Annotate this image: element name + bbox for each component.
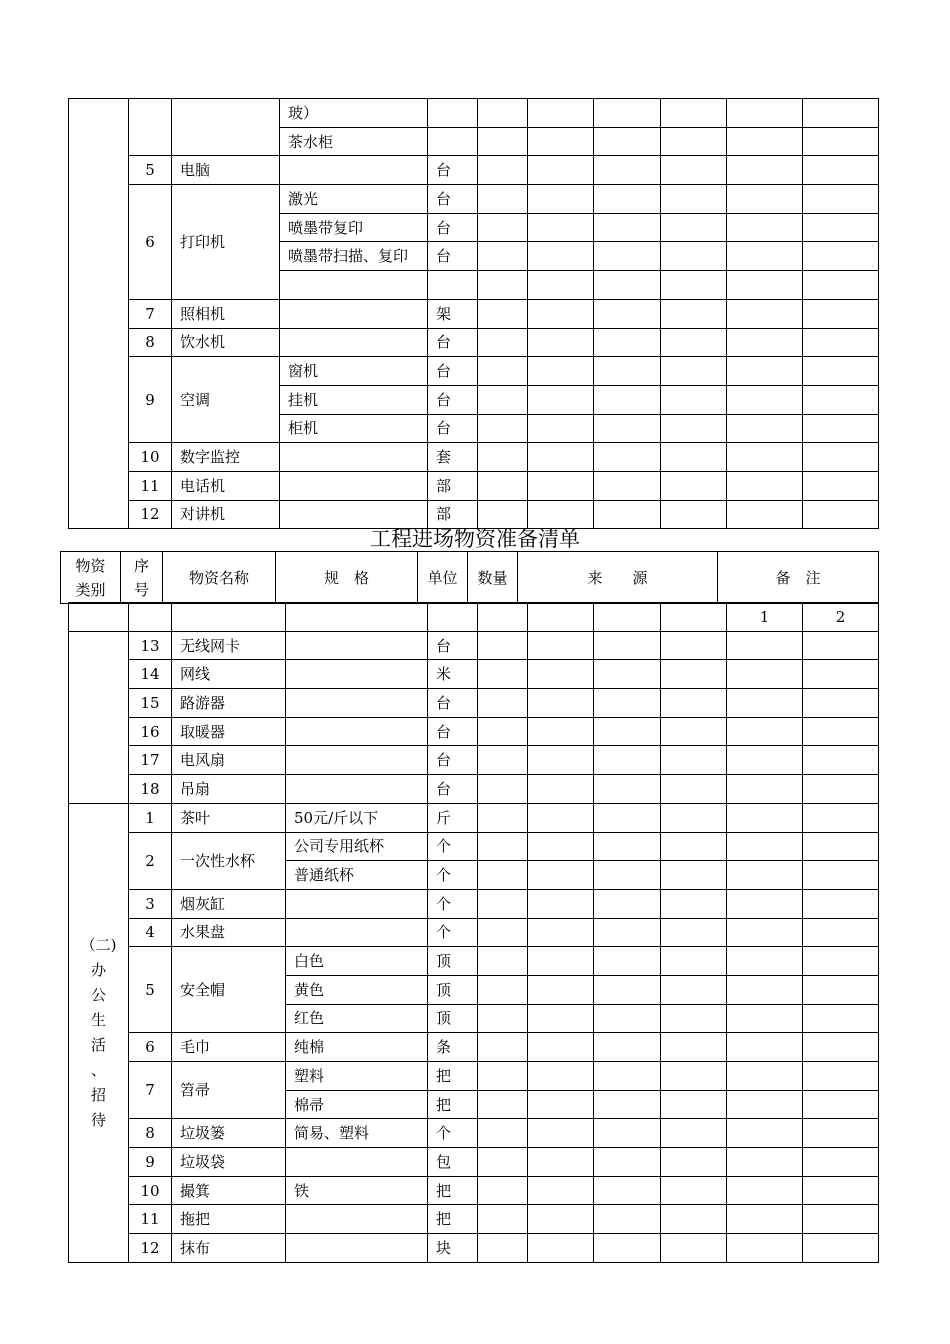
table-row: 喷墨带复印 台 bbox=[69, 213, 879, 242]
header-name: 物资名称 bbox=[163, 552, 276, 604]
category-cell bbox=[69, 99, 129, 529]
table-row: 9 垃圾袋 包 bbox=[69, 1148, 879, 1177]
category-office-living: （二) 办 公 生 活 、 招 待 bbox=[69, 803, 129, 1262]
table-row: 13 无线网卡 台 bbox=[69, 631, 879, 660]
document-title: 工程进场物资准备清单 bbox=[370, 527, 580, 551]
table-row: 茶水柜 bbox=[69, 127, 879, 156]
table-row: 6 毛巾 纯棉 条 bbox=[69, 1033, 879, 1062]
header-spec: 规 格 bbox=[276, 552, 418, 604]
table-row: （二) 办 公 生 活 、 招 待 1 茶叶 50元/斤以下 斤 bbox=[69, 803, 879, 832]
header-category: 物资 类别 bbox=[61, 552, 121, 604]
table-row: 黄色 顶 bbox=[69, 975, 879, 1004]
table-row: 柜机 台 bbox=[69, 414, 879, 443]
header-qty: 数量 bbox=[468, 552, 518, 604]
table-row: 4 水果盘 个 bbox=[69, 918, 879, 947]
table-row: 挂机 台 bbox=[69, 385, 879, 414]
remark-col-1-label: 1 bbox=[727, 603, 803, 632]
table-row: 7 笤帚 塑料 把 bbox=[69, 1062, 879, 1091]
category-cell bbox=[69, 631, 129, 803]
material-table bbox=[68, 602, 879, 1263]
header-seq: 序 号 bbox=[121, 552, 163, 604]
header-remarks: 备 注 bbox=[718, 552, 879, 604]
table-row: 2 一次性水杯 公司专用纸杯 个 bbox=[69, 832, 879, 861]
table-row: 棉帚 把 bbox=[69, 1090, 879, 1119]
table-row bbox=[69, 603, 879, 632]
table-row: 11 拖把 把 bbox=[69, 1205, 879, 1234]
table-row: 喷墨带扫描、复印 台 bbox=[69, 242, 879, 271]
table-row: 7 照相机 架 bbox=[69, 299, 879, 328]
table-row: 3 烟灰缸 个 bbox=[69, 889, 879, 918]
table-row: 玻） bbox=[69, 99, 879, 128]
table-row: 18 吊扇 台 bbox=[69, 775, 879, 804]
table-row: 8 饮水机 台 bbox=[69, 328, 879, 357]
table-row: 17 电风扇 台 bbox=[69, 746, 879, 775]
remark-col-2-label: 2 bbox=[803, 603, 879, 632]
table-row: 12 抹布 块 bbox=[69, 1234, 879, 1263]
table-row: 12 对讲机 部 bbox=[69, 500, 879, 529]
table-row: 9 空调 窗机 台 bbox=[69, 357, 879, 386]
header-source: 来 源 bbox=[518, 552, 718, 604]
table-row: 14 网线 米 bbox=[69, 660, 879, 689]
material-table-continued bbox=[68, 98, 879, 529]
table-header bbox=[60, 551, 879, 604]
table-row: 5 安全帽 白色 顶 bbox=[69, 947, 879, 976]
table-row: 16 取暖器 台 bbox=[69, 717, 879, 746]
table-row: 5 电脑 台 bbox=[69, 156, 879, 185]
header-unit: 单位 bbox=[418, 552, 468, 604]
table-row: 10 数字监控 套 bbox=[69, 443, 879, 472]
table-row: 8 垃圾篓 简易、塑料 个 bbox=[69, 1119, 879, 1148]
table-row: 普通纸杯 个 bbox=[69, 861, 879, 890]
table-row: 6 打印机 激光 台 bbox=[69, 185, 879, 214]
table-row: 15 路游器 台 bbox=[69, 689, 879, 718]
table-row: 11 电话机 部 bbox=[69, 471, 879, 500]
table-row: 红色 顶 bbox=[69, 1004, 879, 1033]
table-row: 10 撮箕 铁 把 bbox=[69, 1176, 879, 1205]
